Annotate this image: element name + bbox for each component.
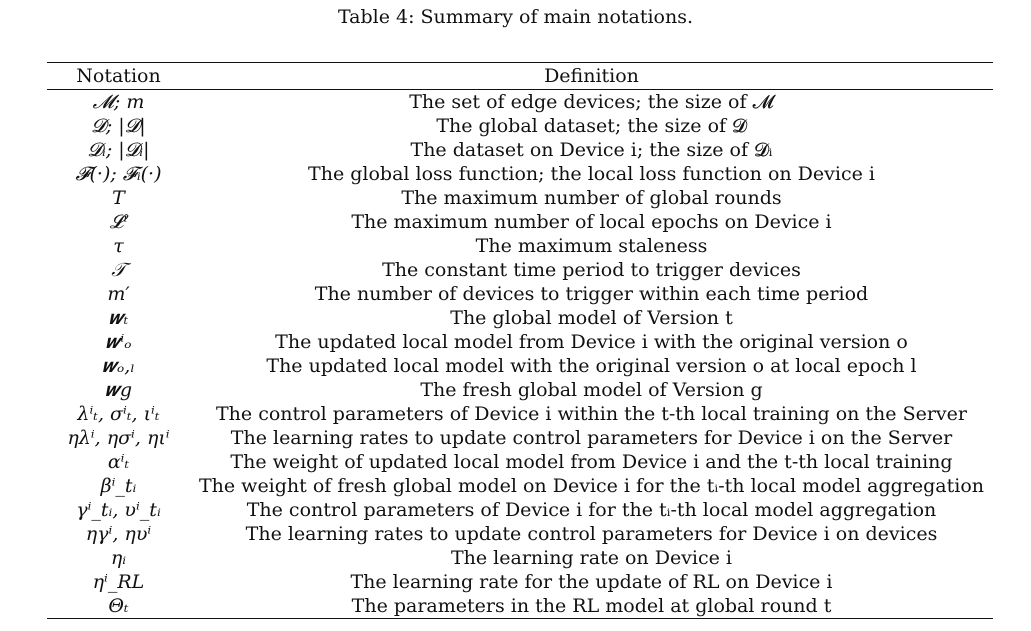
- notation-cell: 𝓓ᵢ; |𝓓ᵢ|: [87, 139, 150, 161]
- table-row: [47, 306, 993, 330]
- notation-cell: T: [112, 187, 125, 209]
- definition-cell: The maximum number of global rounds: [401, 187, 782, 209]
- table-row: [47, 138, 993, 162]
- definition-cell: The maximum number of local epochs on Device i: [351, 211, 832, 233]
- notation-cell: 𝒘g: [104, 379, 132, 401]
- table-caption: Table 4: Summary of main notations.: [337, 6, 694, 28]
- notation-cell: γⁱ_tᵢ, υⁱ_tᵢ: [76, 499, 161, 521]
- definition-cell: The fresh global model of Version g: [420, 379, 763, 401]
- definition-cell: The constant time period to trigger devices: [382, 259, 801, 281]
- table-row: [47, 546, 993, 570]
- notation-cell: 𝒘ⁱₒ: [105, 331, 132, 353]
- notation-cell: 𝒘ₒ,ₗ: [102, 355, 135, 377]
- definition-cell: The weight of fresh global model on Device i for the tᵢ-th local model aggregation: [198, 475, 985, 497]
- table-row: [47, 234, 993, 258]
- notation-cell: 𝒘ₜ: [108, 307, 129, 329]
- table-row: [47, 474, 993, 498]
- table-row: [47, 186, 993, 210]
- table-row: [47, 330, 993, 354]
- notation-cell: ηγⁱ, ηυⁱ: [85, 523, 152, 545]
- notation-cell: 𝓛ⁱ: [109, 211, 128, 233]
- notation-table-wrapper: [47, 62, 993, 619]
- table-row: [47, 90, 993, 115]
- table-row: [47, 426, 993, 450]
- header-notation: Notation: [76, 65, 161, 87]
- definition-cell: The updated local model with the original version o at local epoch l: [266, 355, 917, 377]
- definition-cell: The dataset on Device i; the size of 𝓓ᵢ: [410, 139, 773, 161]
- definition-cell: The control parameters of Device i within the t-th local training on the Server: [216, 403, 967, 425]
- table-header-row: [47, 63, 993, 90]
- notation-table: [47, 62, 993, 619]
- table-row: [47, 498, 993, 522]
- table-body: [47, 90, 993, 619]
- definition-cell: The learning rates to update control parameters for Device i on devices: [245, 523, 938, 545]
- table-row: [47, 570, 993, 594]
- table-row: [47, 594, 993, 619]
- definition-cell: The learning rate on Device i: [450, 547, 732, 569]
- table-row: [47, 450, 993, 474]
- notation-cell: αⁱₜ: [107, 451, 130, 473]
- definition-cell: The learning rate for the update of RL on Device i: [350, 571, 833, 593]
- definition-cell: The control parameters of Device i for the tᵢ-th local model aggregation: [246, 499, 937, 521]
- notation-cell: ηⁱ_RL: [92, 571, 145, 593]
- definition-cell: The global model of Version t: [450, 307, 733, 329]
- table-row: [47, 402, 993, 426]
- table-row: [47, 378, 993, 402]
- notation-cell: ηᵢ: [110, 547, 127, 569]
- table-row: [47, 354, 993, 378]
- header-definition: Definition: [544, 65, 639, 87]
- definition-cell: The number of devices to trigger within each time period: [314, 283, 869, 305]
- notation-cell: m′: [107, 283, 130, 305]
- definition-cell: The maximum staleness: [475, 235, 708, 257]
- notation-cell: 𝓓; |𝓓|: [91, 115, 146, 137]
- notation-cell: λⁱₜ, σⁱₜ, ιⁱₜ: [77, 403, 160, 425]
- definition-cell: The global dataset; the size of 𝓓: [436, 115, 747, 137]
- table-row: [47, 282, 993, 306]
- notation-cell: 𝒯: [111, 259, 126, 281]
- notation-cell: βⁱ_tᵢ: [100, 475, 137, 497]
- table-row: [47, 210, 993, 234]
- notation-cell: Θₜ: [108, 595, 129, 617]
- table-row: [47, 162, 993, 186]
- notation-cell: 𝓕(·); 𝓕ᵢ(·): [75, 163, 162, 185]
- definition-cell: The learning rates to update control parameters for Device i on the Server: [230, 427, 953, 449]
- definition-cell: The updated local model from Device i with the original version o: [275, 331, 908, 353]
- notation-cell: ηλⁱ, ησⁱ, ηιⁱ: [67, 427, 170, 449]
- notation-cell: τ: [113, 235, 124, 257]
- definition-cell: The weight of updated local model from Device i and the t-th local training: [230, 451, 953, 473]
- definition-cell: The set of edge devices; the size of 𝓜: [409, 91, 774, 113]
- table-row: [47, 522, 993, 546]
- definition-cell: The global loss function; the local loss function on Device i: [308, 163, 875, 185]
- definition-cell: The parameters in the RL model at global round t: [351, 595, 832, 617]
- notation-cell: 𝓜; m: [92, 91, 145, 113]
- table-row: [47, 114, 993, 138]
- table-row: [47, 258, 993, 282]
